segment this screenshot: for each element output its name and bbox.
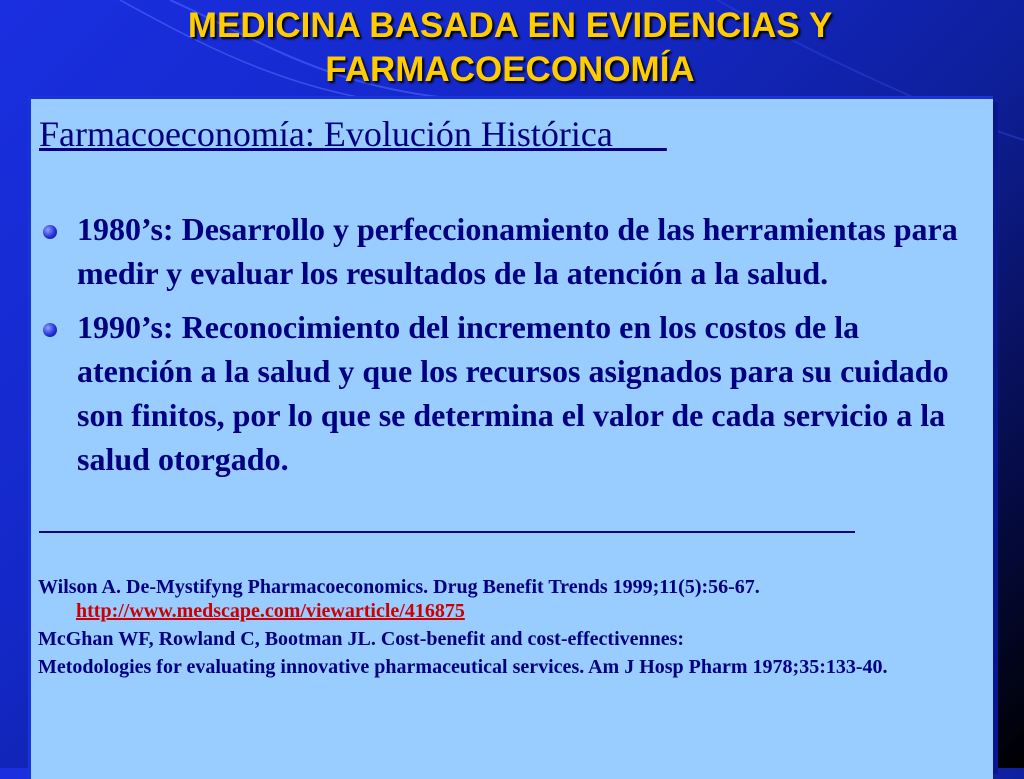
separator-line — [39, 531, 855, 533]
bullet-item — [31, 305, 981, 481]
reference-2-line-2: Metodologies for evaluating innovative pharmaceutical services. Am J Hosp Pharm 1978;35:133-40. — [38, 656, 888, 678]
reference-1-link[interactable]: http://www.medscape.com/viewarticle/416875 — [76, 600, 465, 622]
content-panel — [28, 96, 993, 779]
bullet-text: 1980’s: Desarrollo y perfeccionamiento de las herramientas para medir y evaluar los resultados de la atención a la salud. — [77, 211, 958, 291]
bullet-item — [31, 207, 981, 295]
slide-title: MEDICINA BASADA EN EVIDENCIAS Y FARMACOECONOMÍA — [187, 6, 833, 89]
references — [38, 575, 978, 683]
reference-2-line-1: McGhan WF, Rowland C, Bootman JL. Cost-benefit and cost-effectivennes: — [38, 628, 685, 650]
bullet-list — [31, 207, 981, 491]
bullet-dot-icon — [43, 225, 57, 239]
bullet-text: 1990’s: Reconocimiento del incremento en los costos de la atención a la salud y que los recursos asignados para su cuidado son finitos, por lo que se determina el valor de cada servicio a la salud otorgado. — [77, 309, 949, 477]
reference-1 — [38, 575, 978, 623]
reference-1-text: Wilson A. De-Mystifyng Pharmacoeconomics. Drug Benefit Trends 1999;11(5):56-67. — [38, 576, 760, 598]
slide-subtitle: Farmacoeconomía: Evolución Histórica — [39, 114, 667, 154]
bullet-dot-icon — [43, 323, 57, 337]
